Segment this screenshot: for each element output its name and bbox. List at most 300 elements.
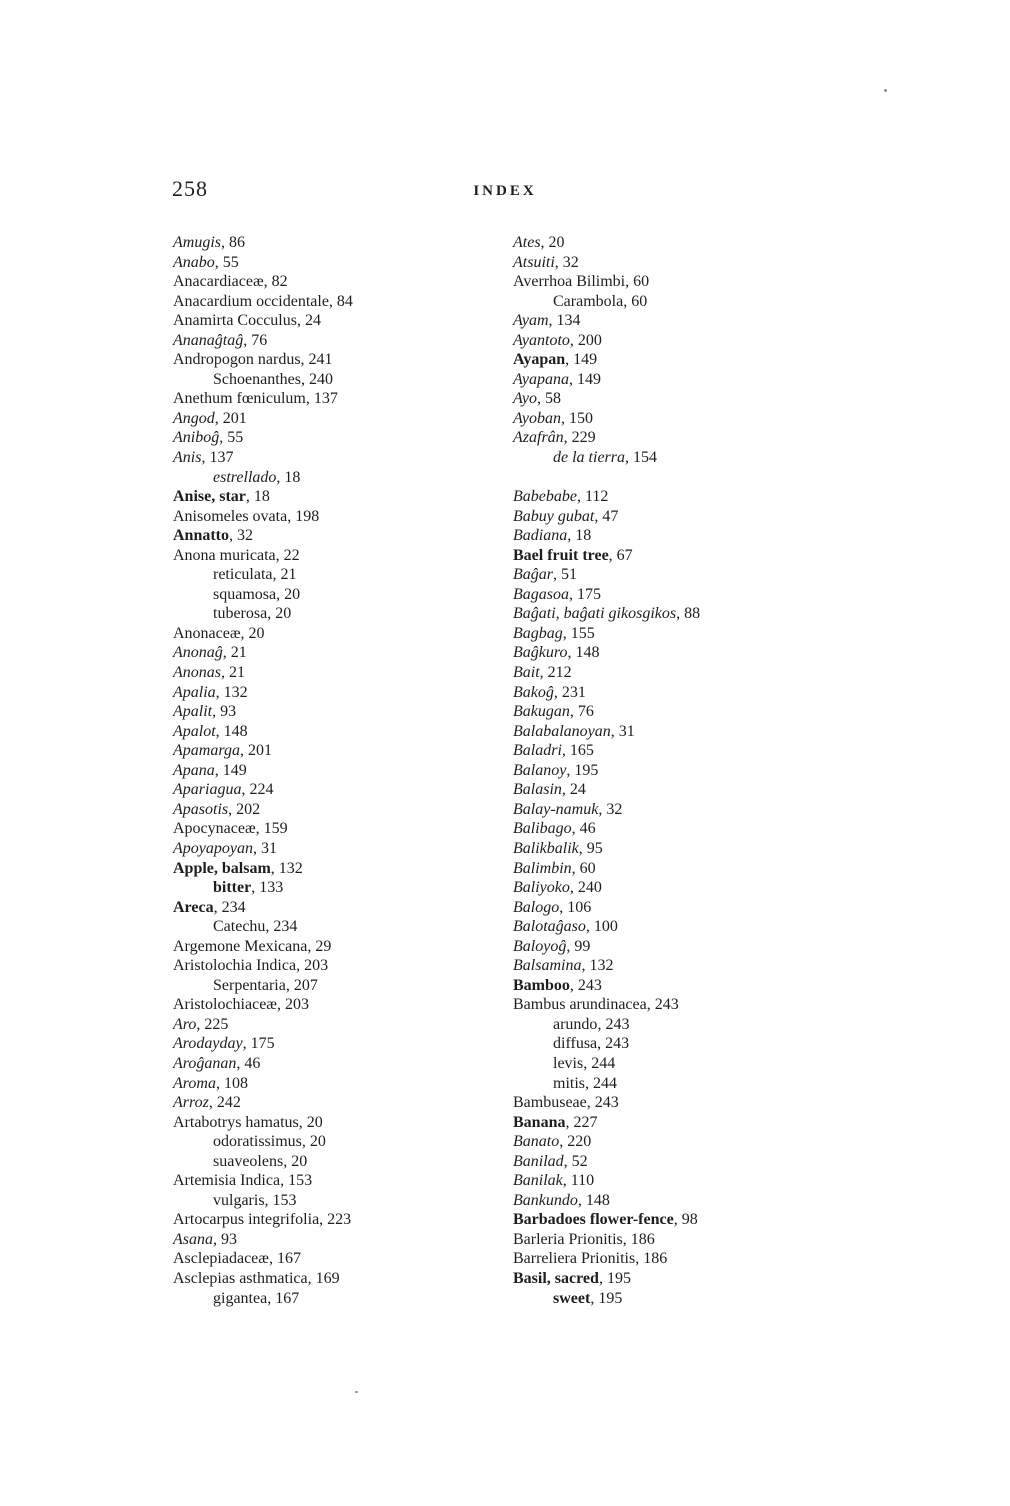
print-speck (355, 1391, 358, 1393)
page-number: 258 (172, 176, 208, 201)
entry-term: Ates (513, 234, 541, 251)
index-entry (173, 448, 511, 468)
index-entry (173, 585, 511, 605)
entry-term: Anacardium occidentale (173, 292, 329, 310)
entry-term: Balasin (513, 781, 562, 799)
entry-page: , 55 (214, 253, 239, 271)
entry-term: squamosa (213, 585, 277, 603)
entry-term: Anonas (173, 664, 221, 682)
entry-term: Argemone Mexicana (173, 937, 308, 955)
entry-page: , 60 (623, 292, 648, 310)
entry-page: , 46 (236, 1054, 261, 1072)
entry-term: Anis (173, 449, 202, 467)
index-entry (513, 1132, 851, 1152)
entry-term: Balikbalik (513, 839, 579, 857)
entry-term: Anona muricata (173, 546, 276, 564)
index-entry (173, 663, 511, 683)
index-entry (513, 624, 851, 644)
index-entry (173, 1269, 511, 1289)
entry-term: Apasotis (173, 800, 229, 818)
blank-line (513, 468, 851, 488)
entry-term: Serpentaria (213, 976, 286, 994)
entry-term: Artabotrys hamatus (173, 1113, 299, 1131)
index-entry (513, 819, 851, 839)
entry-term: Baloyoĝ (513, 937, 567, 955)
index-entry (173, 1054, 511, 1074)
entry-page: , 18 (567, 527, 592, 545)
entry-page: , 108 (215, 1074, 248, 1092)
index-entry (513, 1289, 851, 1309)
entry-page: , 149 (214, 761, 247, 779)
entry-page: , 100 (585, 918, 618, 936)
entry-term: Balabalanoyan (513, 722, 611, 740)
entry-term: Apple, balsam (173, 859, 271, 877)
index-entry (173, 292, 511, 312)
index-entry (173, 1093, 511, 1113)
entry-term: tuberosa (213, 605, 268, 623)
entry-page: , 223 (319, 1211, 352, 1229)
index-entry (173, 331, 511, 351)
entry-page: , 200 (569, 331, 602, 349)
index-entry (173, 350, 511, 370)
entry-page: , 149 (569, 370, 601, 388)
index-entry (513, 604, 851, 624)
entry-page: , 106 (559, 898, 592, 916)
entry-term: Apoyapoyan (173, 839, 253, 857)
entry-term: Banilak (513, 1172, 563, 1190)
index-entry (173, 526, 511, 546)
index-entry (173, 643, 511, 663)
entry-page: , 148 (215, 722, 248, 740)
entry-term: Aristolochiaceæ (173, 996, 277, 1014)
entry-term: Barleria Prionitis (513, 1230, 623, 1248)
entry-term: Asclepias asthmatica (173, 1269, 308, 1287)
entry-page: , 186 (635, 1250, 668, 1268)
entry-page: , 112 (576, 488, 609, 506)
entry-term: Azafrân (513, 429, 564, 447)
index-entry (513, 722, 851, 742)
index-entry (173, 1210, 511, 1230)
entry-term: Apalia (173, 683, 216, 701)
index-entry (173, 1191, 511, 1211)
entry-page: , 195 (598, 1269, 631, 1287)
entry-term: Artocarpus integrifolia (173, 1211, 320, 1229)
entry-term: Angod (173, 409, 215, 427)
index-entry (173, 507, 511, 527)
index-entry (513, 937, 851, 957)
index-entry (173, 253, 511, 273)
entry-page: , 20 (540, 234, 565, 251)
index-entry (173, 722, 511, 742)
entry-page: , 93 (213, 1230, 237, 1248)
entry-page: , 242 (208, 1094, 241, 1112)
entry-page: , 98 (673, 1211, 698, 1229)
entry-term: Ayam (513, 312, 549, 330)
entry-page: , 148 (577, 1191, 610, 1209)
entry-term: gigantea (213, 1289, 268, 1307)
index-entry (173, 741, 511, 761)
entry-page: , 148 (567, 644, 600, 662)
index-entry (173, 898, 511, 918)
index-entry (513, 311, 851, 331)
entry-term: diffusa (553, 1035, 598, 1053)
entry-page: , 153 (264, 1191, 297, 1209)
entry-page: , 231 (553, 683, 586, 701)
entry-page: , 99 (566, 937, 591, 955)
entry-page: , 58 (537, 390, 561, 408)
entry-term: Anethum fœniculum (173, 390, 306, 408)
entry-page: , 240 (569, 879, 602, 897)
entry-term: Ayapana (513, 370, 569, 388)
entry-page: , 241 (300, 351, 333, 369)
entry-page: , 52 (563, 1152, 588, 1170)
index-entry (513, 917, 851, 937)
entry-term: Basil, sacred (513, 1269, 599, 1287)
entry-term: suaveolens (213, 1152, 284, 1170)
entry-page: , 32 (554, 253, 579, 271)
index-entry (513, 253, 851, 273)
entry-page: , 137 (201, 449, 234, 467)
entry-term: Averrhoa Bilimbi (513, 273, 626, 291)
entry-term: Bakugan (513, 703, 570, 721)
entry-page: , 153 (280, 1172, 313, 1190)
entry-term: Balogo (513, 898, 560, 916)
index-entry (513, 898, 851, 918)
entry-page: , 51 (553, 566, 577, 584)
entry-term: Barreliera Prionitis (513, 1250, 636, 1268)
entry-page: , 198 (287, 507, 320, 525)
index-entry (513, 956, 851, 976)
index-entry (513, 272, 851, 292)
index-entry (513, 839, 851, 859)
index-entry (173, 1289, 511, 1309)
index-entry (513, 1191, 851, 1211)
entry-term: Babuy gubat (513, 507, 595, 525)
entry-term: Annatto (173, 527, 230, 545)
entry-page: , 47 (594, 507, 619, 525)
index-entry (513, 800, 851, 820)
entry-term: reticulata (213, 566, 273, 584)
index-column-left (173, 233, 511, 1308)
entry-term: Bait (513, 664, 540, 682)
entry-page: , 18 (245, 488, 270, 506)
entry-page: , 20 (240, 624, 265, 642)
index-entry (513, 1210, 851, 1230)
entry-term: Anisomeles ovata (173, 507, 288, 525)
entry-term: Baliyoko (513, 879, 570, 897)
entry-term: Ayo (513, 390, 537, 408)
index-entry (173, 272, 511, 292)
entry-page: , 110 (562, 1172, 595, 1190)
index-entry (173, 389, 511, 409)
index-entry (513, 663, 851, 683)
index-entry (173, 468, 511, 488)
index-entry (513, 585, 851, 605)
entry-term: Catechu (213, 918, 266, 936)
entry-page: , 225 (196, 1015, 229, 1033)
entry-term: Aniboĝ (173, 429, 220, 447)
index-entry (513, 1152, 851, 1172)
entry-page: , 229 (563, 429, 596, 447)
entry-term: Bambuseae (513, 1094, 587, 1112)
entry-term: Baladri (513, 742, 562, 760)
entry-term: Artemisia Indica (173, 1172, 281, 1190)
entry-term: Baĝati, baĝati gikosgikos (513, 605, 677, 623)
index-entry (173, 1171, 511, 1191)
index-entry (513, 1015, 851, 1035)
entry-page: , 175 (569, 585, 601, 603)
entry-page: , 20 (283, 1152, 308, 1170)
entry-page: , 243 (597, 1035, 630, 1053)
entry-term: Anamirta Cocculus (173, 312, 297, 330)
entry-page: , 32 (229, 527, 254, 545)
entry-page: , 155 (562, 624, 595, 642)
entry-term: Andropogon nardus (173, 351, 301, 369)
entry-term: Areca (173, 898, 214, 916)
entry-page: , 60 (625, 273, 650, 291)
index-entry (173, 565, 511, 585)
index-entry (173, 937, 511, 957)
entry-page: , 20 (298, 1113, 323, 1131)
entry-term: Aristolochia Indica (173, 957, 297, 975)
entry-term: odoratissimus (213, 1133, 302, 1151)
entry-page: , 29 (307, 937, 332, 955)
entry-page: , 22 (275, 546, 300, 564)
entry-term: Apana (173, 761, 215, 779)
entry-term: Bael fruit tree (513, 546, 609, 564)
index-entry (513, 780, 851, 800)
index-entry (513, 976, 851, 996)
entry-term: Asclepiadaceæ (173, 1250, 269, 1268)
entry-page: , 21 (221, 664, 245, 682)
entry-term: Carambola (553, 292, 624, 310)
index-entry (513, 448, 851, 468)
entry-term: levis (553, 1054, 584, 1072)
entry-page: , 20 (267, 605, 292, 623)
entry-term: Apalot (173, 722, 216, 740)
entry-page: , 76 (569, 703, 594, 721)
index-entry (513, 370, 851, 390)
entry-term: Anise, star (173, 488, 246, 506)
entry-term: Ayoban (513, 409, 561, 427)
entry-page: , 67 (608, 546, 633, 564)
index-entry (513, 292, 851, 312)
index-entry (513, 526, 851, 546)
entry-page: , 240 (300, 370, 333, 388)
entry-term: Badiana (513, 527, 568, 545)
entry-page: , 234 (213, 898, 246, 916)
index-entry (173, 604, 511, 624)
index-entry (513, 331, 851, 351)
entry-page: , 243 (586, 1094, 619, 1112)
entry-page: , 32 (598, 800, 623, 818)
index-entry (173, 702, 511, 722)
entry-term: Anonaĝ (173, 644, 223, 662)
index-entry (513, 878, 851, 898)
index-entry (513, 1054, 851, 1074)
index-entry (173, 1249, 511, 1269)
index-entry (173, 917, 511, 937)
entry-term: Arodayday (173, 1035, 243, 1053)
index-entry (173, 995, 511, 1015)
index-entry (173, 1034, 511, 1054)
entry-page: , 46 (571, 820, 596, 838)
entry-page: , 84 (328, 292, 353, 310)
entry-page: , 20 (301, 1133, 326, 1151)
entry-term: Balsamina (513, 957, 582, 975)
entry-term: Banilad (513, 1152, 564, 1170)
index-entry (173, 976, 511, 996)
entry-page: , 224 (241, 781, 274, 799)
index-entry (513, 487, 851, 507)
entry-page: , 243 (569, 976, 602, 994)
entry-term: Balibago (513, 820, 572, 838)
entry-term: Bamboo (513, 976, 570, 994)
index-entry (173, 761, 511, 781)
entry-page: , 133 (251, 879, 284, 897)
entry-term: Baĝar (513, 566, 553, 584)
entry-page: , 159 (255, 820, 288, 838)
entry-page: , 202 (228, 800, 261, 818)
page-title: INDEX (473, 183, 537, 199)
entry-page: , 88 (676, 605, 701, 623)
entry-term: Aroma (173, 1074, 216, 1092)
entry-term: Ananaĝtaĝ (173, 331, 244, 349)
entry-page: , 31 (252, 839, 277, 857)
entry-page: , 186 (622, 1230, 655, 1248)
index-entry (513, 761, 851, 781)
entry-page: , 212 (539, 664, 572, 682)
entry-term: Apamarga (173, 742, 240, 760)
index-entry (513, 859, 851, 879)
index-entry (513, 428, 851, 448)
entry-page: , 203 (276, 996, 309, 1014)
index-entry (173, 839, 511, 859)
entry-term: Balanoy (513, 761, 567, 779)
entry-term: Bagasoa (513, 585, 569, 603)
entry-term: Amugis (173, 234, 221, 251)
entry-page: , 167 (268, 1250, 301, 1268)
index-entry (173, 487, 511, 507)
entry-page: , 21 (222, 644, 247, 662)
entry-page: , 154 (625, 449, 657, 467)
entry-term: sweet (553, 1289, 591, 1307)
index-entry (173, 800, 511, 820)
entry-page: , 55 (219, 429, 244, 447)
entry-page: , 150 (561, 409, 593, 427)
entry-page: , 175 (242, 1035, 275, 1053)
entry-page: , 243 (646, 996, 679, 1014)
index-entry (513, 1093, 851, 1113)
entry-page: , 244 (585, 1074, 618, 1092)
entry-page: , 195 (590, 1289, 623, 1307)
entry-page: , 132 (581, 957, 614, 975)
entry-term: Ayantoto (513, 331, 570, 349)
index-entry (173, 428, 511, 448)
index-entry (173, 859, 511, 879)
index-entry (173, 624, 511, 644)
entry-page: , 167 (267, 1289, 300, 1307)
entry-page: , 20 (276, 585, 301, 603)
index-entry (513, 507, 851, 527)
index-entry (173, 878, 511, 898)
entry-page: , 220 (559, 1133, 592, 1151)
index-entry (513, 1034, 851, 1054)
entry-term: Banana (513, 1113, 566, 1131)
entry-term: Balay-namuk (513, 800, 599, 818)
index-entry (513, 546, 851, 566)
entry-page: , 82 (263, 273, 288, 291)
index-entry (513, 1113, 851, 1133)
entry-page: , 24 (296, 312, 321, 330)
entry-page: , 149 (565, 351, 598, 369)
index-entry (513, 702, 851, 722)
entry-term: Baĝkuro (513, 644, 568, 662)
index-entry (513, 565, 851, 585)
entry-page: , 201 (214, 409, 247, 427)
entry-page: , 18 (276, 468, 301, 486)
entry-page: , 137 (305, 390, 338, 408)
index-entry (173, 1152, 511, 1172)
entry-term: Anonaceæ (173, 624, 241, 642)
entry-term: Barbadoes flower-fence (513, 1211, 674, 1229)
entry-page: , 195 (566, 761, 599, 779)
entry-page: , 76 (243, 331, 268, 349)
index-entry (173, 311, 511, 331)
entry-term: Anabo (173, 253, 215, 271)
index-entry (173, 233, 511, 253)
index-entry (173, 780, 511, 800)
entry-page: , 165 (561, 742, 594, 760)
index-entry (513, 409, 851, 429)
entry-page: , 203 (296, 957, 329, 975)
entry-page: , 234 (265, 918, 298, 936)
entry-term: estrellado (213, 468, 277, 486)
entry-term: Atsuiti (513, 253, 555, 271)
entry-term: Balimbin (513, 859, 572, 877)
entry-page: , 60 (571, 859, 596, 877)
entry-term: Aroĝanan (173, 1054, 237, 1072)
entry-page: , 86 (221, 234, 245, 251)
entry-page: , 207 (285, 976, 318, 994)
entry-page: , 244 (583, 1054, 616, 1072)
entry-term: Banato (513, 1133, 560, 1151)
index-entry (513, 1171, 851, 1191)
entry-term: Balotaĝaso (513, 918, 586, 936)
entry-page: , 21 (272, 566, 297, 584)
index-column-right (513, 233, 851, 1308)
index-entry (173, 1113, 511, 1133)
entry-page: , 227 (565, 1113, 598, 1131)
index-entry (173, 1015, 511, 1035)
entry-page: , 95 (578, 839, 603, 857)
index-entry (513, 995, 851, 1015)
entry-term: Aro (173, 1015, 197, 1033)
index-entry (513, 233, 851, 253)
entry-term: Bankundo (513, 1191, 578, 1209)
entry-term: Ayapan (513, 351, 566, 369)
entry-page: , 201 (239, 742, 272, 760)
entry-term: Bagbag (513, 624, 563, 642)
entry-term: Anacardiaceæ (173, 273, 264, 291)
entry-term: Asana (173, 1230, 213, 1248)
index-entry (173, 1132, 511, 1152)
index-entry (173, 546, 511, 566)
print-speck (884, 89, 887, 92)
entry-page: , 24 (561, 781, 586, 799)
entry-term: Apalit (173, 703, 213, 721)
entry-page: , 31 (610, 722, 635, 740)
